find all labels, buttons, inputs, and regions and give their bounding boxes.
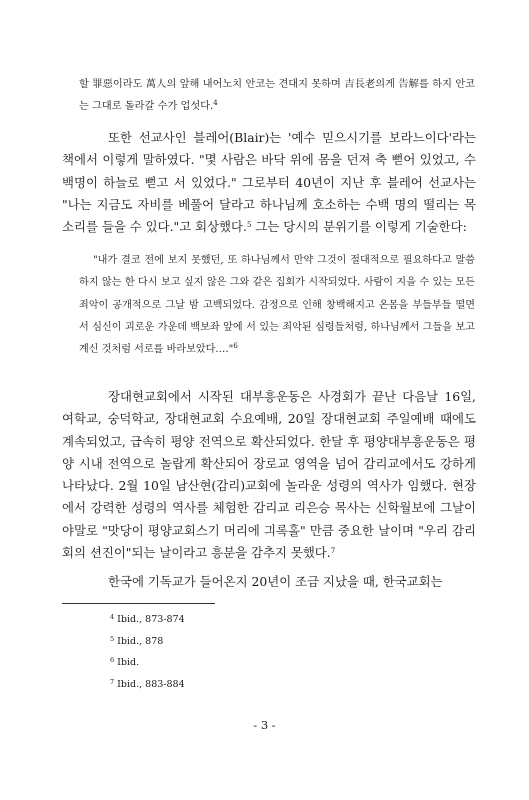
footnote-text: Ibid., 873-874 [117,614,185,625]
footnote-ref-5: 5 [246,221,252,230]
footnote-ref-4: 4 [213,99,218,107]
paragraph-revival [62,386,476,564]
footnote-6 [110,652,410,674]
footnote-number: 5 [110,634,115,643]
paragraph-blair-text: 또한 선교사인 블레어(Blair)는 '예수 믿으시기를 보라느이다'라는 책에서 이렇게 말하였다. "몇 사람은 바닥 위에 몸을 던져 축 뻗어 있었고, 수백명이 하늘로 뻗고 서 있었다." 그로부터 40년이 지난 후 블레어 선교사는 "나는 지금도 자비를 베풀어 달라고 하나님께 호소하는 수백 명의 떨리는 목소리를 들을 수 있다."고 회상했다. [62,130,476,235]
paragraph-last-text: 한국에 기독교가 들어온지 20년이 조금 지났을 때, 한국교회는 [108,574,443,589]
page-number: - 3 - [253,718,276,732]
footnote-4 [110,609,410,631]
footnote-divider [62,603,215,604]
paragraph-last [62,571,476,593]
footnote-text: Ibid., 878 [117,635,164,647]
footnotes [110,609,410,696]
footnote-ref-7: 7 [330,547,336,556]
footnote-number: 4 [110,613,115,621]
quote-top-text: 할 罪惡이라도 萬人의 앞해 내어노치 안코는 견대지 못하며 吉長老의게 告解를 하지 안코는 그대로 돌라갈 수가 업섯다. [79,79,475,112]
footnote-7 [110,674,410,696]
paragraph-blair-tail: 그는 당시의 분위기를 이렇게 기술한다: [251,219,467,235]
block-quote-top [79,74,475,118]
footnote-text: Ibid., 883-884 [117,679,185,691]
footnote-ref-6: 6 [233,342,238,351]
block-quote-blair [79,250,475,361]
paragraph-revival-text: 장대현교회에서 시작된 대부흥운동은 사경회가 끝난 다음날 16일, 여학교, 숭덕학교, 장대현교회 수요예배, 20일 장대현교회 주일예배 때에도 계속되었고, 급속히 평양 전역으로 확산되었다. 한달 후 평양대부흥운동은 평양 시내 전역으로 놀랍게 확산되어 장로교 영역을 넘어 감리교에서도 강하게 나타났다. 2월 10일 남산현(감리)교회에 놀라운 성령의 역사가 임했다. 현장에서 강력한 성령의 역사를 체험한 감리교 리은승 목사는 신학월보에 그날이야말로 "맛당이 평양교회스기 머리에 긔록홀" 만큼 중요한 날이며 "우리 감리회의 션진이"되는 날이라고 흥분을 감추지 못했다. [62,389,476,561]
footnote-number: 6 [110,656,115,665]
footnote-text: Ibid. [117,657,140,669]
paragraph-blair [62,127,476,238]
footnote-number: 7 [110,678,115,687]
footnote-5 [110,631,410,653]
quote-blair-text: "내가 결코 전에 보지 못했던, 또 하나님께서 만약 그것이 절대적으로 필요하다고 말씀하지 않는 한 다시 보고 싶지 않은 그와 같은 집회가 시작되었다. 사람이 지을 수 있는 모든 죄악이 공개적으로 그날 밤 고백되었다. 감정으로 인해 창백해지고 온몸을 부들부들 떨면서 심신이 괴로운 가운데 백보좌 앞에 서 있는 죄악된 심령들처럼, 하나님께서 그들을 보고 계신 것처럼 서로를 바라보았다.…" [79,255,475,356]
